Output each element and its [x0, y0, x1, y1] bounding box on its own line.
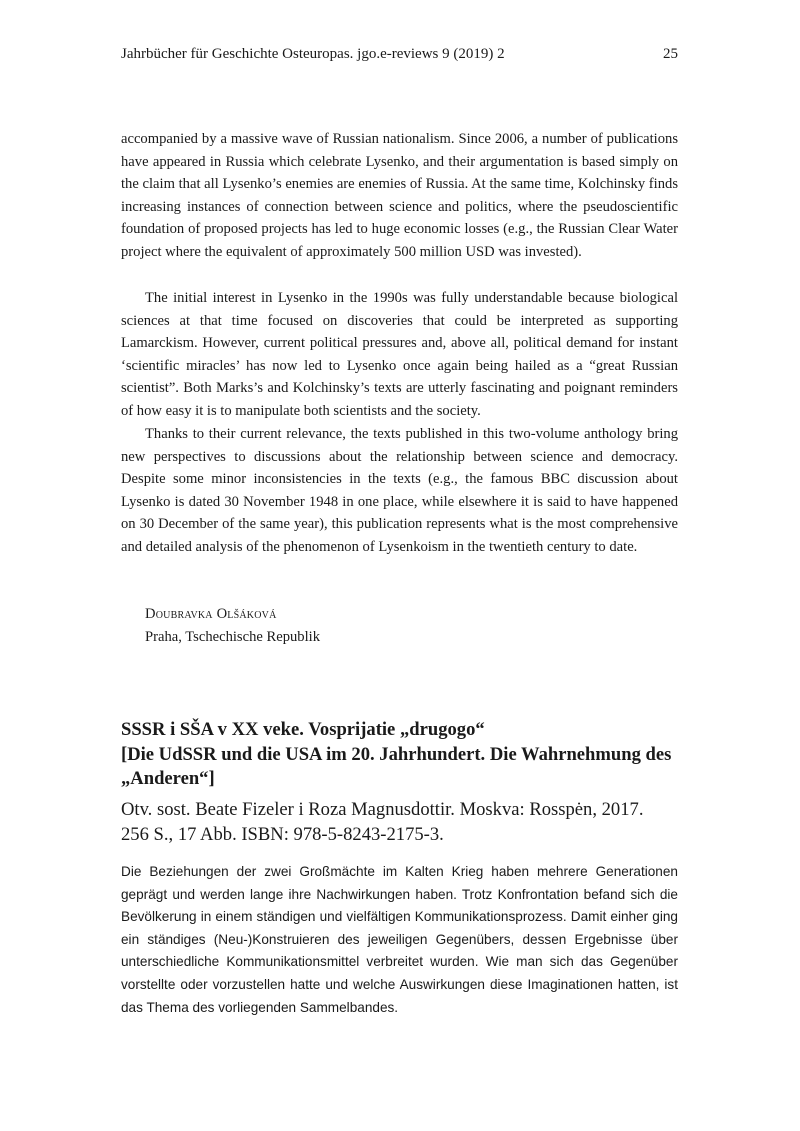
author-location: Praha, Tschechische Republik	[145, 628, 321, 645]
title-line-3: „Anderen“]	[121, 768, 215, 789]
paragraph-3	[121, 423, 678, 559]
paragraph-text: accompanied by a massive wave of Russian nationalism. Since 2006, a number of publications have appeared in Russia which celebrate Lysenko, and their argumentation is based simply on the claim that all Lysenko’s enemies are enemies of Russia. At the same time, Kolchinsky finds increasing instances of connection between science and politics, where the pseudoscientific foundation of proposed projects has led to huge economic losses (e.g., the Russian Clear Water project where the equivalent of approximately 500 million USD was invested).	[121, 131, 678, 260]
biblio-line-1: Otv. sost. Beate Fizeler i Roza Magnusdottir. Moskva: Rosspėn, 2017.	[121, 799, 644, 820]
title-line-2: [Die UdSSR und die USA im 20. Jahrhundert. Die Wahrnehmung des	[121, 743, 672, 765]
biblio-line-2: 256 S., 17 Abb. ISBN: 978-5-8243-2175-3.	[121, 823, 444, 845]
review-signature	[145, 603, 320, 648]
paragraph-1	[121, 128, 678, 264]
review-body	[121, 861, 678, 1019]
author-name: Doubravka Olšáková	[145, 606, 277, 622]
paragraph-text: Thanks to their current relevance, the texts published in this two-volume anthology bring new perspectives to discussions about the relationship between science and democracy. Despite some minor inconsistencies in the texts (e.g., the famous BBC discussion about Lysenko is dated 30 November 1948 in one place, while elsewhere it is said to have happened on 30 December of the same year), this publication represents what is the most comprehensive and detailed analysis of the phenomenon of Lysenkoism in the twentieth century to date.	[121, 426, 678, 555]
paragraph-text: The initial interest in Lysenko in the 1990s was fully understandable because biological sciences at that time focused on discoveries that could be interpreted as supporting Lamarckism. However, current political pressures and, above all, political demand for instant ‘scientific miracles’ has now led to Lysenko once again being hailed as a “great Russian scientist”. Both Marks’s and Kolchinsky’s texts are utterly fascinating and poignant reminders of how easy it is to manipulate both scientists and the society.	[121, 290, 678, 419]
review-body-text: Die Beziehungen der zwei Großmächte im Kalten Krieg haben mehrere Generationen geprägt und werden lange ihre Nachwirkungen haben. Trotz Konfrontation befand sich die Bevölkerung in einem ständigen und vielfältigen Kommunikationsprozess. Damit einher ging ein ständiges (Neu-)Konstruieren des jeweiligen Gegenübers, dessen Ergebnisse über unterschiedliche Kommunikationsmittel verbreitet wurden. Wie man sich das Gegenüber vorstellte oder vorzustellen hatte und welche Auswirkungen diese Imaginationen hatten, ist das Thema des vorliegenden Sammelbandes.	[121, 864, 678, 1015]
review-title	[121, 718, 691, 792]
bibliographic-info	[121, 798, 678, 847]
paragraph-2	[121, 287, 678, 423]
title-line-1: SSSR i SŠA v XX veke. Vosprijatie „drugogo“	[121, 719, 485, 740]
page-header	[121, 46, 678, 63]
page-number: 25	[663, 46, 678, 62]
journal-title: Jahrbücher für Geschichte Osteuropas. jgo.e-reviews 9 (2019) 2	[121, 46, 505, 62]
